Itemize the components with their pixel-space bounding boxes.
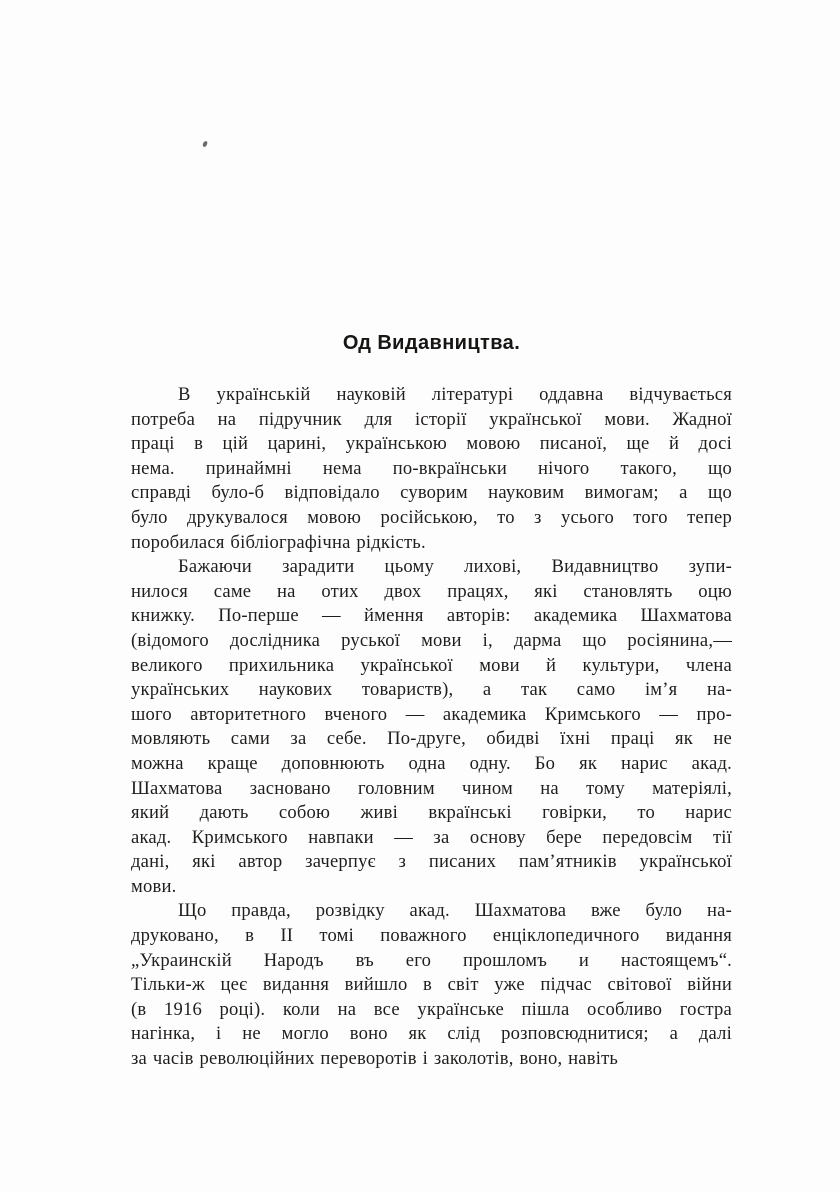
text-line: Тільки-ж цеє видання вийшло в світ уже підчас світової війни bbox=[131, 974, 732, 996]
text-line: Що правда, розвідку акад. Шахматова вже було на- bbox=[178, 900, 732, 922]
text-line: нилося саме на отих двох працях, які становлять оцю bbox=[131, 580, 732, 602]
paragraph bbox=[131, 383, 732, 555]
text-line: дані, які автор зачерпує з писаних пам’ятників української bbox=[131, 851, 732, 873]
text-line: українських наукових товариств), а так само ім’я на- bbox=[131, 679, 732, 701]
text-line: справді було-б відповідало суворим науковим вимогам; а що bbox=[131, 482, 732, 504]
paragraph bbox=[131, 899, 732, 1071]
text-line: потреба на підручник для історії української мови. Жадної bbox=[131, 408, 732, 430]
text-line: мови. bbox=[131, 875, 177, 897]
text-line: акад. Кримського навпаки — за основу бере передовсім тії bbox=[131, 826, 732, 848]
text-line: (в 1916 році). коли на все українське пішла особливо гостра bbox=[131, 998, 732, 1020]
text-line: великого прихильника української мови й культури, члена bbox=[131, 654, 732, 676]
text-line: (відомого дослідника руської мови і, дарма що росіянина,— bbox=[131, 629, 732, 651]
text-line: нема. принаймні нема по-вкраїнськи нічого такого, що bbox=[131, 457, 732, 479]
text-line: В українській науковій літературі оддавна відчувається bbox=[178, 384, 732, 405]
text-line: праці в цій царині, українською мовою писаної, ще й досі bbox=[131, 433, 732, 455]
text-line: можна краще доповнюють одна одну. Бо як нарис акад. bbox=[131, 752, 732, 774]
text-line: Бажаючи зарадити цьому лихові, Видавництво зупи- bbox=[178, 556, 732, 578]
text-line: було друкувалося мовою російською, то з усього того тепер bbox=[131, 506, 732, 528]
paragraph bbox=[131, 555, 732, 899]
text-line: нагінка, і не могло воно як слід розповсюднитися; а далі bbox=[131, 1023, 732, 1045]
ink-speck bbox=[202, 141, 208, 148]
text-line: шого авторитетного вченого — академика Кримського — про- bbox=[131, 703, 732, 725]
text-line: „Украинскій Народъ въ его прошломъ и настоящемъ“. bbox=[131, 949, 732, 971]
text-line: мовляють сами за себе. По-друге, обидві їхні праці як не bbox=[131, 728, 732, 750]
text-line: друковано, в II томі поважного енціклопедичного видання bbox=[131, 925, 732, 947]
text-line: Шахматова засновано головним чином на тому матеріялі, bbox=[131, 777, 732, 799]
text-block bbox=[131, 332, 732, 1072]
text-line: книжку. По-перше — ймення авторів: академика Шахматова bbox=[131, 605, 732, 627]
text-line: поробилася бібліографічна рідкість. bbox=[131, 531, 426, 553]
text-line: який дають собою живі вкраїнські говірки, то нарис bbox=[131, 802, 732, 824]
page-title: Од Видавництва. bbox=[342, 332, 521, 354]
text-line: за часів революційних переворотів і заколотів, воно, навіть bbox=[131, 1048, 619, 1070]
body-text bbox=[131, 383, 732, 1072]
